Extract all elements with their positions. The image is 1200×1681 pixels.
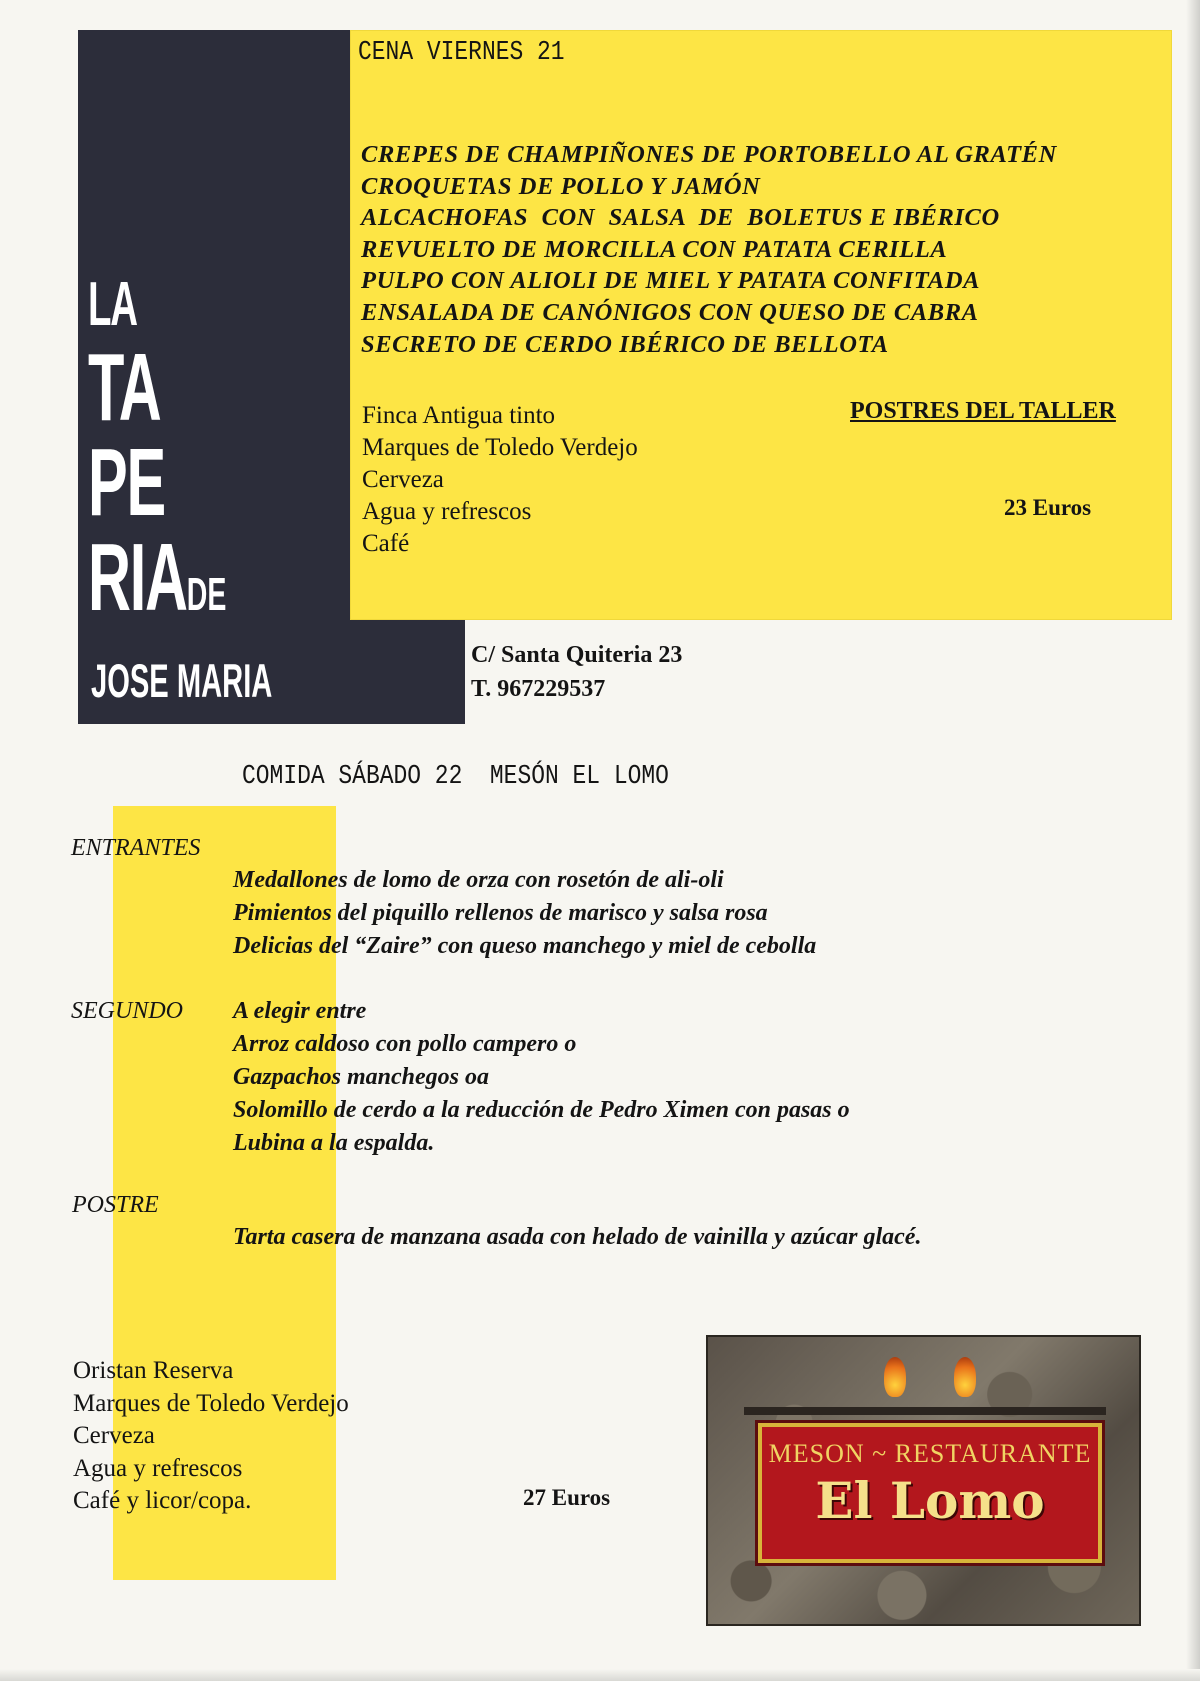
cena-drink: Finca Antigua tinto: [362, 402, 556, 429]
torch-flame-icon: [954, 1357, 976, 1397]
cena-dessert: POSTRES DEL TALLER: [850, 398, 1116, 424]
segundo-item: Solomillo de cerdo a la reducción de Pedro Ximen con pasas o: [233, 1097, 850, 1123]
address-phone: T. 967229537: [471, 676, 606, 702]
entrante-item: Pimientos del piquillo rellenos de marisco y salsa rosa: [233, 900, 768, 926]
logo-line-ria: RIA: [88, 524, 187, 631]
cena-drink: Marques de Toledo Verdejo: [362, 434, 638, 461]
cena-drinks-list: [362, 400, 638, 560]
sign-board: [758, 1423, 1102, 1563]
cena-dish-list: [361, 139, 1057, 360]
cena-dish: CROQUETAS DE POLLO Y JAMÓN: [361, 172, 761, 200]
logo-line-ta: TA: [88, 334, 161, 441]
segundo-heading: SEGUNDO: [71, 998, 183, 1024]
segundo-item: Lubina a la espalda.: [233, 1130, 435, 1156]
cena-drink: Agua y refrescos: [362, 498, 532, 525]
cena-dish: REVUELTO DE MORCILLA CON PATATA CERILLA: [361, 235, 948, 263]
address-block: [471, 638, 682, 706]
comida-drinks-list: [73, 1355, 349, 1518]
sign-rail: [744, 1407, 1106, 1415]
cena-dish: SECRETO DE CERDO IBÉRICO DE BELLOTA: [361, 330, 889, 358]
logo-line-jose-maria: JOSE MARIA: [91, 654, 273, 707]
comida-drink: Oristan Reserva: [73, 1357, 234, 1384]
comida-drink: Agua y refrescos: [73, 1454, 243, 1482]
restaurant-sign-photo: [706, 1335, 1141, 1626]
comida-drink: Cerveza: [73, 1422, 155, 1449]
cena-dish: ALCACHOFAS CON SALSA DE BOLETUS E IBÉRICO: [361, 204, 1000, 232]
page-edge-shadow: [1186, 0, 1200, 1681]
segundo-list: [233, 995, 850, 1160]
postre-list: [233, 1221, 921, 1254]
comida-drink: Marques de Toledo Verdejo: [73, 1389, 349, 1417]
entrante-item: Medallones de lomo de orza con rosetón de ali-oli: [233, 867, 724, 893]
cena-title: CENA VIERNES 21: [358, 38, 565, 68]
comida-price: 27 Euros: [523, 1485, 611, 1510]
cena-drink: Cerveza: [362, 466, 444, 493]
cena-dish: CREPES DE CHAMPIÑONES DE PORTOBELLO AL GRATÉN: [361, 141, 1057, 168]
page-bottom-shadow: [0, 1669, 1200, 1681]
sign-top-text: MESON ~ RESTAURANTE: [768, 1439, 1092, 1468]
segundo-item: A elegir entre: [233, 998, 367, 1024]
sign-main-text: El Lomo: [815, 1471, 1045, 1530]
logo-line-pe: PE: [88, 429, 165, 536]
comida-title: COMIDA SÁBADO 22 MESÓN EL LOMO: [242, 762, 669, 792]
segundo-item: Gazpachos manchegos oa: [233, 1064, 490, 1090]
address-street: C/ Santa Quiteria 23: [471, 642, 683, 668]
postre-item: Tarta casera de manzana asada con helado de vainilla y azúcar glacé.: [233, 1224, 922, 1250]
entrante-item: Delicias del “Zaire” con queso manchego y miel de cebolla: [233, 933, 817, 959]
logo-line-ria-wrap: [88, 524, 227, 642]
cena-dish: PULPO CON ALIOLI DE MIEL Y PATATA CONFITADA: [361, 267, 981, 295]
torch-flame-icon: [884, 1357, 906, 1397]
cena-drink: Café: [362, 530, 410, 557]
logo-de: DE: [186, 568, 227, 620]
entrantes-heading: ENTRANTES: [71, 835, 201, 861]
comida-drink: Café y licor/copa.: [73, 1487, 252, 1514]
entrantes-list: [233, 864, 816, 963]
cena-dish: ENSALADA DE CANÓNIGOS CON QUESO DE CABRA: [361, 298, 979, 326]
postre-heading: POSTRE: [72, 1192, 159, 1218]
cena-price: 23 Euros: [1004, 495, 1092, 520]
logo-line-la: LA: [88, 270, 137, 339]
logo-wordmark: [88, 270, 226, 642]
segundo-item: Arroz caldoso con pollo campero o: [233, 1031, 577, 1057]
